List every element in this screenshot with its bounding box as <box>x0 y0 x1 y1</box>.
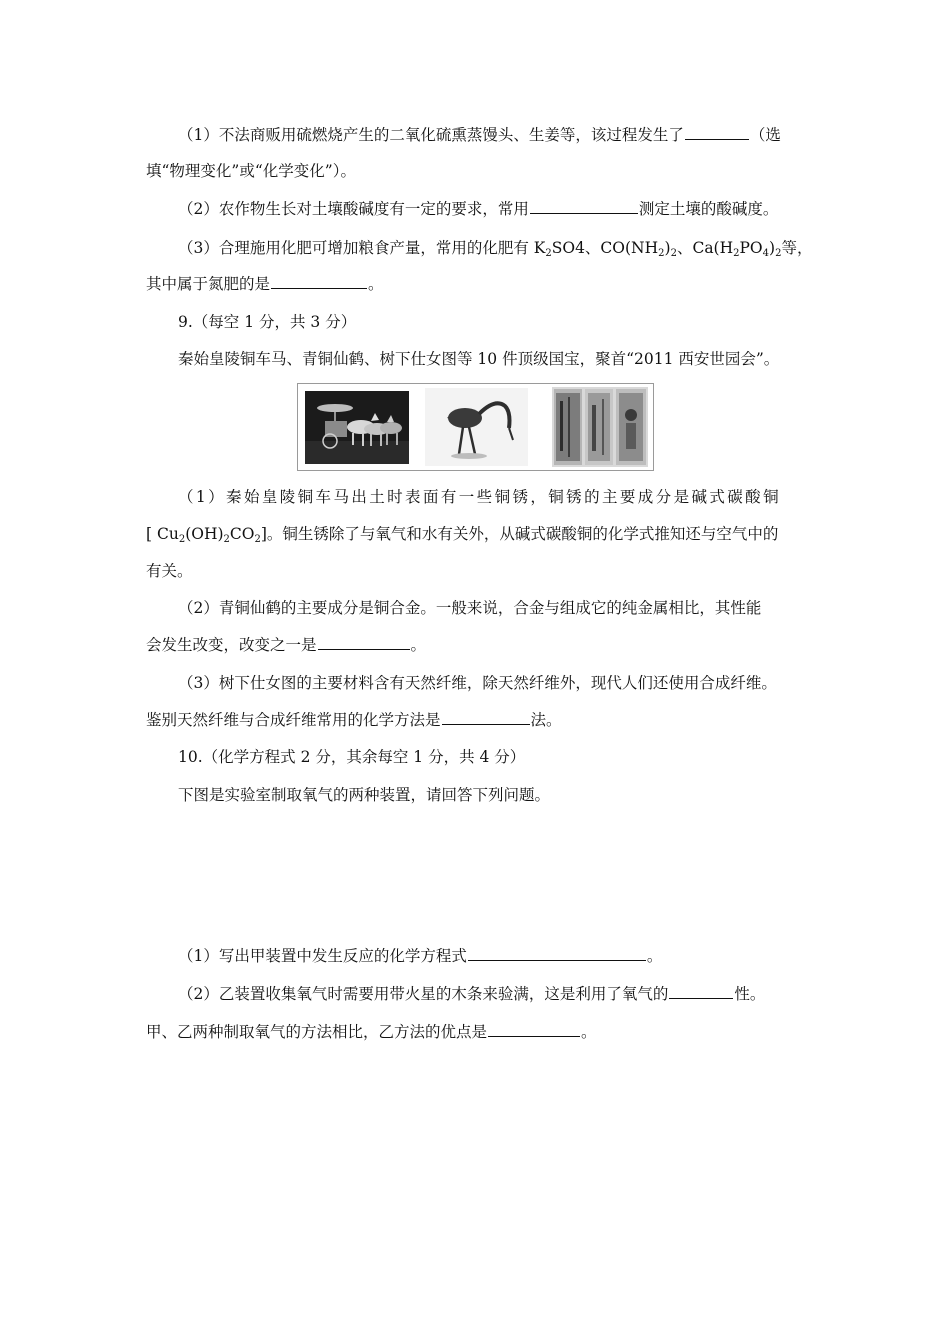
q9-p2-line1: （2）青铜仙鹤的主要成分是铜合金。一般来说，合金与组成它的纯金属相比，其性能 <box>178 599 762 617</box>
bronze-chariot-photo <box>305 391 409 464</box>
bronze-crane-photo <box>425 388 528 466</box>
q9-header: 9.（每空 1 分，共 3 分） <box>178 313 357 331</box>
q8-p1-blank[interactable] <box>685 124 749 140</box>
q8-p2-blank[interactable] <box>530 198 638 214</box>
q8-p1-line1: （1）不法商贩用硫燃烧产生的二氧化硫熏蒸馒头、生姜等，该过程发生了 （选 <box>178 126 781 144</box>
q8-p3-line1: （3）合理施用化肥可增加粮食产量，常用的化肥有 $K_2SO4$、$CO(NH_2)_2$、$Ca(H_2PO_4)_2$等， <box>178 239 813 259</box>
painting-photo <box>552 387 648 467</box>
q8-p1-line2: 填“物理变化”或“化学变化”）。 <box>146 162 356 180</box>
q10-p2-line1: （2）乙装置收集氧气时需要用带火星的木条来验满，这是利用了氧气的 性。 <box>178 985 766 1003</box>
q9-p3-line1: （3）树下仕女图的主要材料含有天然纤维，除天然纤维外，现代人们还使用合成纤维。 <box>178 674 777 692</box>
q9-intro: 秦始皇陵铜车马、青铜仙鹤、树下仕女图等 10 件顶级国宝，聚首“2011 西安世园会”。 <box>178 350 780 368</box>
artifact-photos <box>297 383 654 471</box>
q10-intro: 下图是实验室制取氧气的两种装置，请回答下列问题。 <box>178 786 551 804</box>
q10-p1-blank[interactable] <box>468 945 646 961</box>
q9-p1-line2: [ $Cu_2(OH)_2CO_2$]。铜生锈除了与氧气和水有关外，从碱式碳酸铜的化学式推知还与空气中的 <box>146 525 779 545</box>
q9-p2-line2: 会发生改变，改变之一是 。 <box>146 636 427 654</box>
q10-p2-line2: 甲、乙两种制取氧气的方法相比，乙方法的优点是 。 <box>146 1023 597 1041</box>
q10-p2-blank-1[interactable] <box>669 983 733 999</box>
q9-p3-blank[interactable] <box>442 709 530 725</box>
q9-p2-blank[interactable] <box>318 634 410 650</box>
q10-header: 10.（化学方程式 2 分，其余每空 1 分，共 4 分） <box>178 748 526 766</box>
q9-p1-line3: 有关。 <box>146 562 193 580</box>
q9-p1-line1: （1）秦始皇陵铜车马出土时表面有一些铜锈，铜锈的主要成分是碱式碳酸铜 <box>178 488 781 506</box>
q10-p1: （1）写出甲装置中发生反应的化学方程式 。 <box>178 947 663 965</box>
q8-p2: （2）农作物生长对土壤酸碱度有一定的要求，常用 测定土壤的酸碱度。 <box>178 200 779 218</box>
q9-p3-line2: 鉴别天然纤维与合成纤维常用的化学方法是 法。 <box>146 711 562 729</box>
q10-p2-blank-2[interactable] <box>488 1021 580 1037</box>
q8-p3-blank[interactable] <box>271 273 367 289</box>
q8-p3-line2: 其中属于氮肥的是 。 <box>146 275 384 293</box>
